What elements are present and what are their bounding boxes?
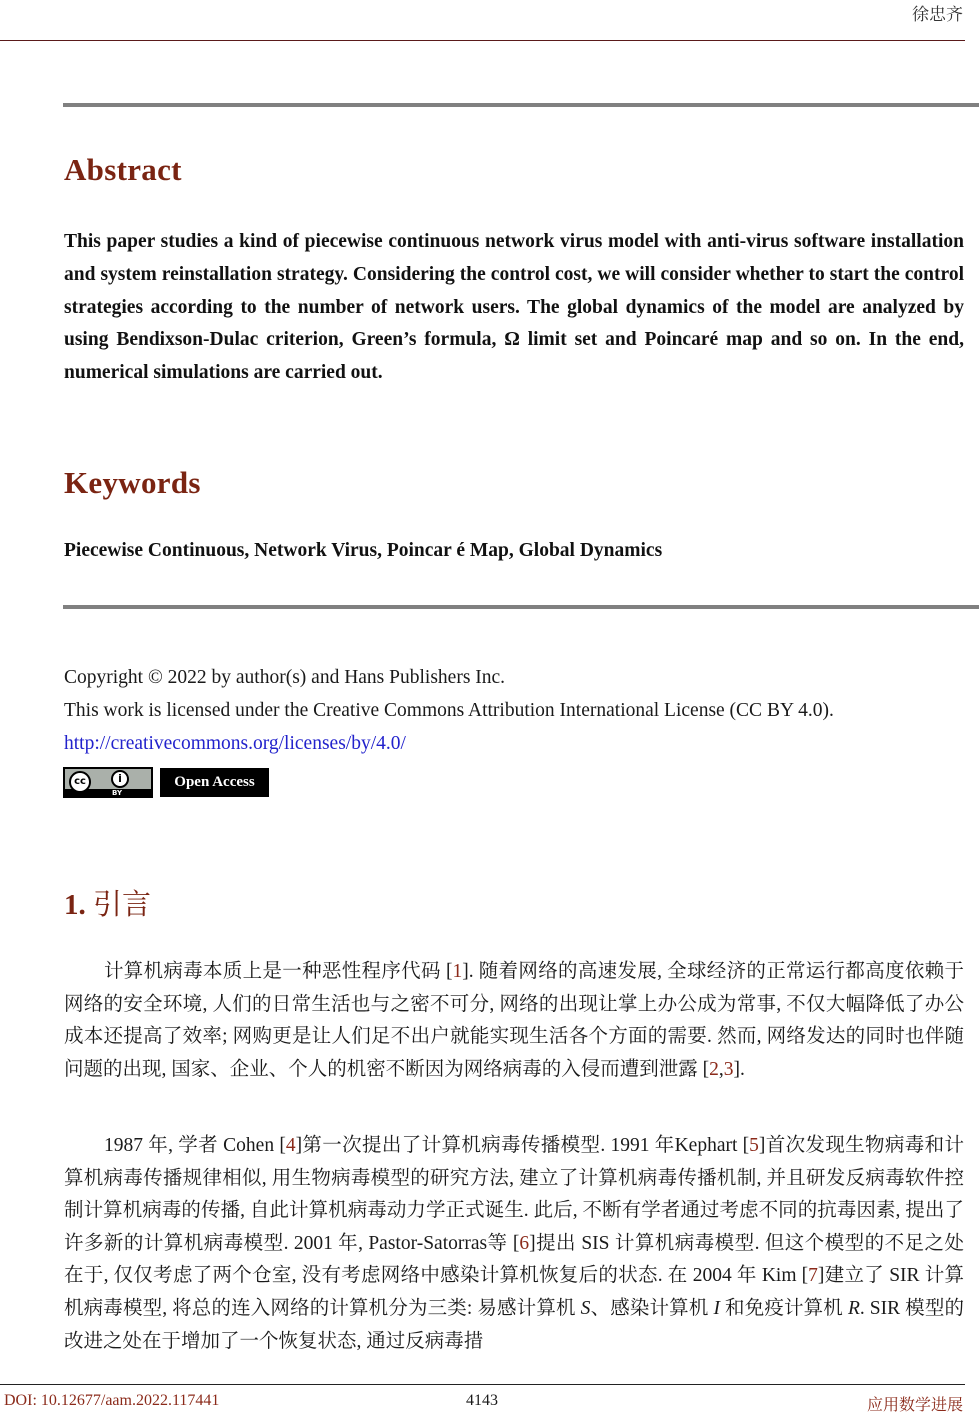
footer-page-number: 4143 [466, 1392, 498, 1409]
keywords-body: Piecewise Continuous, Network Virus, Poincar é Map, Global Dynamics [64, 540, 663, 561]
keywords-bottom-rule [63, 605, 979, 609]
citation-link[interactable]: 2 [709, 1058, 719, 1080]
citation-link[interactable]: 4 [285, 1135, 296, 1156]
by-label: BY [112, 789, 123, 797]
text-span: ]第一次提出了计算机病毒传播模型. 1991 年Kephart [ [295, 1135, 750, 1156]
citation-link[interactable]: 1 [452, 961, 463, 982]
license-link[interactable]: http://creativecommons.org/licenses/by/4.0/ [64, 733, 406, 754]
abstract-body: This paper studies a kind of piecewise continuous network virus model with anti-virus software installation and system reinstallation strategy. Considering the control cost, we will consider whether to start the control strategies according to the number of network users. The global dynamics of the model are analyzed by using Bendixson-Dulac criterion, Green’s formula, Ω limit set and Poincaré map and so on. In the end, numerical simulations are carried out. [64, 231, 964, 384]
intro-paragraph-1 [64, 956, 964, 1086]
text-span: 和免疫计算机 [720, 1297, 848, 1319]
section-title: 引言 [93, 887, 152, 921]
text-span: 1987 年, 学者 Cohen [ [104, 1135, 286, 1156]
header-rule [0, 40, 965, 41]
footer-doi[interactable]: DOI: 10.12677/aam.2022.117441 [4, 1392, 220, 1409]
text-span: , [718, 1058, 724, 1080]
keywords-title: Keywords [64, 465, 201, 500]
citation-link[interactable]: 3 [723, 1058, 734, 1080]
license-statement: This work is licensed under the Creative Commons Attribution International License (CC BY 4.0). [64, 700, 834, 721]
text-span: 、感染计算机 [590, 1297, 714, 1319]
math-variable-s: S [580, 1297, 591, 1319]
attribution-icon: i [111, 770, 129, 788]
text-span: 计算机病毒本质上是一种恶性程序代码 [ [104, 961, 453, 982]
text-span: ]. 随着网络的高速发展, 全球经济的正常运行都高度依赖于网络的安全环境, 人们的日常生活也与之密不可分, 网络的出现让掌上办公成为常事, 不仅大幅降低了办公成本还提高了效率; 网购更是让人们足不出户就能实现生活各个方面的需要. 然而, 网络发达的同时也伴随问题的出现, 国家、企业、个人的机密不断因为网络病毒的入侵而遭到泄露 [ [64, 961, 964, 1080]
footer-journal-name: 应用数学进展 [866, 1397, 963, 1414]
math-variable-r: R [847, 1297, 860, 1319]
text-span: ]. [733, 1058, 745, 1080]
text-span: ]建立了 SIR 计算机病毒模型, 将总的连入网络的计算机分为三类: 易感计算机 [64, 1265, 964, 1319]
citation-link[interactable]: 7 [808, 1265, 818, 1287]
cc-icon: cc [69, 771, 91, 793]
running-head-author: 徐忠齐 [912, 5, 963, 24]
footer-rule [0, 1384, 965, 1385]
citation-link[interactable]: 6 [519, 1232, 530, 1254]
copyright-line: Copyright © 2022 by author(s) and Hans Publishers Inc. [64, 667, 506, 688]
math-variable-i: I [713, 1297, 721, 1319]
open-access-badge: Open Access [160, 768, 269, 797]
text-span: ]提出 SIS 计算机病毒模型. 但这个模型的不足之处在于, 仅仅考虑了两个仓室, 没有考虑网络中感染计算机恢复后的状态. 在 2004 年 Kim [ [64, 1232, 964, 1287]
intro-paragraph-2 [64, 1130, 964, 1358]
section-heading-introduction [64, 882, 151, 923]
citation-link[interactable]: 5 [749, 1135, 759, 1156]
section-number: 1. [64, 889, 86, 921]
text-span: . SIR 模型的改进之处在于增加了一个恢复状态, 通过反病毒措 [64, 1297, 964, 1352]
abstract-top-rule [63, 103, 979, 107]
cc-by-badge[interactable] [63, 767, 153, 798]
abstract-title: Abstract [64, 152, 182, 187]
text-span: ]首次发现生物病毒和计算机病毒传播规律相似, 用生物病毒模型的研究方法, 建立了计算机病毒传播机制, 并且研发反病毒软件控制计算机病毒的传播, 自此计算机病毒动力学正式诞生. 此后, 不断有学者通过考虑不同的抗毒因素, 提出了许多新的计算机病毒模型. 2001 年, Pastor-Satorras等 [ [64, 1135, 964, 1254]
